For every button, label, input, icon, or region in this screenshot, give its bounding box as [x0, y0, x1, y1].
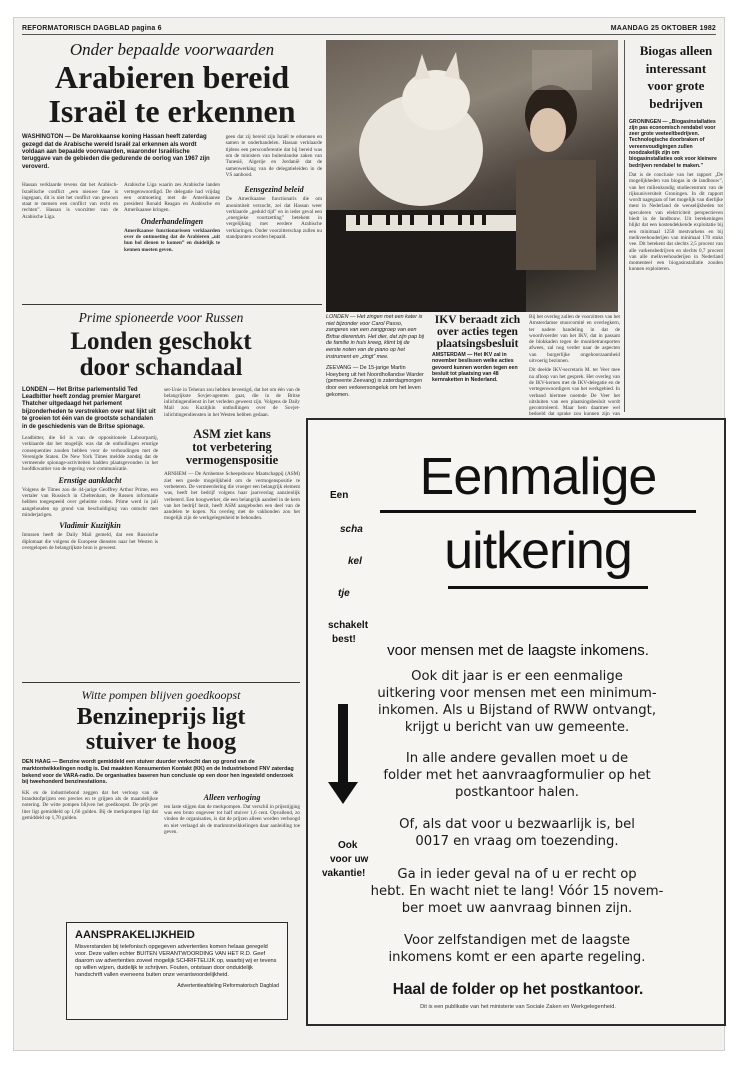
kicker: Prime spioneerde voor Russen [78, 310, 244, 325]
advert-title-line-2: uitkering [444, 522, 632, 580]
asm-body: ARNHEM — De Arnhemse Scheepsbouw Maatschappij (ASM) ziet een goede mogelijkheid om de vermogenspositie te verbeteren. De vermeerdering die vroeger een belangrijk element was, heeft het bedrijf volgens haar jaarverslag aanzienlijk verbeterd. Een hoogwerker, die een belangrijk aandeel in de kern van het bedrijf bezit, heeft ASM aangeboden een deel van de aandelen te kopen. Na overleg met de vakbonden zou het mogelijk zijn de werkgelegenheid te behouden. [164, 471, 300, 522]
advert-line: krijgt u bericht van uw gemeente. [404, 720, 630, 735]
headline-line-1: Londen geschokt [70, 328, 252, 355]
article-body: Amerikaanse functionarissen verklaarden over de ontmoeting dat de Arabieren „uit hun bol dienen te komen” en duidelijk te kennen moeten geven. [124, 227, 220, 253]
article-body: De Amerikaanse functionaris die om anonimiteit verzocht, zei dat Hassan weer verklaarde „geduld tijd” en in ieder geval een „energieke voortzetting” betekent in vergelijking met eerdere Arabische verklaringen. Onder voorzitterschap zullen nu standpunten worden bepaald. [226, 196, 322, 241]
advert-line: Voor zelfstandigen met de laagste [404, 933, 630, 948]
notice-title: AANSPRAKELIJKHEID [75, 929, 195, 941]
side-text-voor-uw: voor uw [330, 854, 369, 865]
notice-aansprakelijkheid [66, 922, 288, 1020]
headline-line-2: Israël te erkennen [48, 92, 296, 129]
article-lead: GRONINGEN — „Biogasinstallaties zijn pas economisch rendabel voor zeer grote veeteeltbedrijven. Technologische doorbraken of vereenvoudigingen zullen noodzakelijk zijn om biogasinstallaties ook voor kleinere bedrijven rendabel te maken.” [629, 118, 717, 169]
advert-title [358, 450, 718, 578]
side-text-een: Een [330, 490, 349, 501]
headline-line-2: door schandaal [79, 354, 243, 382]
headline-line-2: over acties tegen [437, 326, 518, 339]
photo-captions [326, 314, 426, 414]
headline-line-1: Biogas alleen [639, 43, 713, 58]
headline-line-2: stuiver te hoog [85, 729, 237, 756]
article-body: Intussen heeft de Daily Mail gemeld, dat een Russische diplomaat die volgens de Europese diensten naar het Westen is overgelopen de belangrijkste bron is geweest. [22, 532, 158, 551]
article-body: Arabische Liga waarin zes Arabische landen vertegenwoordigd. De delegatie had vrijdag een ontmoeting met de Amerikaanse president Ronald Reagan en Arabische en Amerikaanse kringen. [124, 182, 220, 214]
kicker: Onder bepaalde voorwaarden [69, 40, 275, 59]
article-body: Volgens de Times zou de 44-jarige Geoffrey Arthur Prime, een vertaler van Russisch in Cheltenham, de Russen informatie hebben toegespeeld over geheime codes. Prime werd in juli aangehouden op grond van beschuldiging van ontucht met minderjarigen. [22, 486, 158, 518]
notice-footer: Advertentieafdeling Reformatorisch Dagblad [177, 983, 279, 989]
photo-caption: LONDEN — Het zingen met een kater is niet bijzonder voor Carol Passo, zangeres van een zanggroep van een Britse dierentuin. Het dier, dat zijn pap bij de familie in huis kreeg, klimt bij de eerste noten van de piano op het instrument en „zingt” mee. [326, 314, 424, 360]
side-text-kel: kel [348, 556, 362, 567]
advertisement-eenmalige-uitkering [306, 418, 726, 1026]
article-lead: WASHINGTON — De Marokkaanse koning Hassan heeft zaterdag gezegd dat de Arabische wereld Israël zal erkennen als wordt voldaan aan bepaalde voorwaarden, waaronder Israëlische teruggave van de gebieden die gedurende de oorlog van 1967 zijn veroverd. [22, 134, 210, 170]
advert-line: Ook dit jaar is er een eenmalige [411, 669, 623, 684]
subheading: Alleen verhoging [203, 792, 261, 802]
advert-line: inkomens komt er een aparte regeling. [388, 950, 646, 965]
side-text-tje: tje [338, 588, 350, 599]
article-body: Dit deelde IKV-secretaris M. ter Veer mee na afloop van het gesprek. Het overleg van de IKV-kernen met de IKV-delegatie en de vertegenwoordigers van het werkgebied. In verband hiermee noemde De Veer het uitsluiten van een plaatsingsbesluit wordt gecontroleerd. Maar hem daarmee wel bedoeld dat sprake zou kunnen zijn van [529, 367, 620, 418]
advert-line: Of, als dat voor u bezwaarlijk is, bel [399, 817, 635, 832]
masthead-left: REFORMATORISCH DAGBLAD pagina 6 [22, 24, 162, 32]
advert-credit: Dit is een publikatie van het ministerie van Sociale Zaken en Werkgelegenheid. [420, 1004, 616, 1010]
side-text-vakantie: vakantie! [322, 868, 366, 879]
article-body: set-Unie in Teheran zou hebben bevestigd, dat het om één van de belangrijkste Sovjet-agenten gaat, die in de Britse inlichtingendienst in het verleden geweest zijn. Volgens de Daily Mail zou Kuzitjkin onthullingen over de Sovjet-inlichtingendiensten in het Westen hebben gedaan. [164, 386, 300, 418]
subheading: Ernstige aanklacht [58, 475, 122, 485]
advert-line: uitkering voor mensen met een minimum- [377, 686, 657, 701]
article-body: Dat is de conclusie van het rapport „De mogelijkheden van biogas in de landbouw”, van het milieukundig studiecentrum van de rijksuniversiteit Groningen. In dit rapport wordt nagegaan of het mogelijk van dierlijke mest in Nederland de wenselijkheden tot speculeren van elektriciteit perspectieven biedt in de landbouw. Uit berekeningen blijkt dat een kostendekkende exploitatie bij een minimaal 1250 mestvarkens en bij melkveehouderijen van minimaal 170 stuks vee. Dit betekent dat slechts 2,5 procent van alle varkensbedrijven en slechts 0,7 procent van alle melkveehouderijen in Nederland momenteel een biogasinstallatie zouden kunnen exploiteren. [629, 171, 723, 273]
article-biogas [624, 40, 723, 412]
advert-line: folder met het aanvraagformulier op het [383, 768, 651, 783]
advert-paragraph-3 [334, 816, 700, 850]
side-text-scha: scha [340, 524, 363, 535]
subheading: Eensgezind beleid [244, 185, 304, 195]
advert-line: 0017 en vraag om toezending. [415, 834, 619, 849]
advert-title-line-1: Eenmalige [419, 448, 657, 506]
headline-line-4: bedrijven [649, 95, 703, 111]
article-benzine [22, 686, 300, 918]
advert-paragraph-5 [334, 932, 700, 966]
advert-tagline: voor mensen met de laagste inkomens. [387, 642, 649, 659]
advert-line: ber moet uw aanvraag binnen zijn. [401, 901, 633, 916]
title-underline-1 [380, 510, 696, 513]
side-text-ook: Ook [338, 840, 358, 851]
advert-line: inkomen. Als u Bijstand of RWW ontvangt, [377, 703, 657, 718]
column-rule [22, 682, 300, 683]
article-lead: DEN HAAG — Benzine wordt gemiddeld een stuiver duurder verkocht dan op grond van de marktontwikkelingen nodig is. Dat maakten Konsumenten Kontakt (KK) en de Industriebond FNV zaterdag bekend voor de VARA-radio. De organisaties baseren hun conclusie op een door hen ingesteld onderzoek bij tweehonderd benzinestations. [22, 759, 294, 786]
advert-line: In alle andere gevallen moet u de [405, 751, 629, 766]
article-lead: AMSTERDAM — Het IKV zal in november beslissen welke acties gevoerd kunnen worden tegen een besluit tot plaatsing van 48 kernraketten in Nederland. [432, 352, 518, 384]
photo-cat-piano [326, 40, 618, 312]
article-body: Leadbitter, die lid is van de oppositionele Labourpartij, verklaarde dat het mogelijk was dat de onthullingen ernstige consequenties zouden hebben voor de verhoudingen met de Verenigde Staten. De New York Times meldde zondag dat de vermeende spionage-activiteiten hadden plaatsgevonden in het hoofdkwartier van de regering voor communicatie. [22, 434, 158, 473]
kicker: Witte pompen blijven goedkoopst [81, 688, 241, 702]
article-lead: LONDEN — Het Britse parlementslid Ted Leadbitter heeft zondag premier Margaret Thatcher uitgedaagd het parlement bijzonderheden te verstrekken over wat lijkt uit te groeien tot één van de grootste schandalen in de geschiedenis van de Britse spionage. [22, 386, 156, 430]
asm-headline-2: tot verbetering [192, 440, 272, 455]
asm-headline-1: ASM ziet kans [193, 426, 271, 441]
side-text-schakelt: schakelt [328, 620, 369, 631]
article-body: ten laste stijgen dan de merkpompen. Dat verschil in prijsstijging was een bruto ongeveer tot half stuiver 1,6 cent. Opvallend, zo vinden de organisaties, is dat de prijzen alleen worden verhoogd en niet verlaagd als de marktontwikkelingen daar aanleiding toe geven. [164, 803, 300, 835]
photo-illustration [326, 40, 618, 312]
article-body: geen dat zij bereid zijn Israël te erkennen en samen te onderhandelen. Hassan verklaarde tijdens een persconferentie dat hij bereid was om de ministers van buitenlandse zaken van Tunesië, Algerije en Jordanië dat de samenwerking van de delegatieleiden in de VS aanbood. [225, 134, 322, 178]
advert-line: Ga in ieder geval na of u er recht op [397, 867, 637, 882]
article-body: Hassan verklaarde tevens dat het Arabisch-Israëlische conflict „een nieuwe fase is ingegaan, dit is niet het conflict van gewoon staat te mensen een conflict van recht en rechten”. Hassan is voorzitter van de Arabische Liga. [22, 182, 118, 220]
headline-line-2: interessant [645, 60, 707, 76]
subheading: Onderhandelingen [140, 216, 204, 226]
column-rule [22, 304, 322, 305]
masthead-date: MAANDAG 25 OKTOBER 1982 [610, 24, 716, 32]
side-text-best: best! [332, 634, 356, 645]
title-underline-2 [448, 586, 648, 589]
advert-line: hebt. En wacht niet te lang! Vóór 15 novem- [370, 884, 664, 899]
advert-call-to-action: Haal de folder op het postkantoor. [392, 981, 644, 998]
asm-headline-3: vermogenspositie [185, 453, 279, 468]
article-arabieren [22, 40, 322, 302]
newspaper-page [14, 18, 724, 1050]
headline-line-1: IKV beraadt zich [434, 314, 521, 326]
article-ikv [432, 314, 620, 418]
notice-body: Misverstanden bij telefonisch opgegeven advertenties komen helaas geregeld voor. Deze vallen echter BUITEN VERANTWOORDING VAN HET R.D. Geef daarom uw advertenties zoveel mogelijk SCHRIFTELIJK op, waarbij wij er tevens op willen wijzen, duidelijk te schrijven. Fouten, ontstaan door onduidelijk handschrift vallen eveneens buiten onze verantwoordelijkheid. [75, 944, 277, 978]
headline-line-3: plaatsingsbesluit [436, 338, 519, 351]
headline-line-1: Benzineprijs ligt [76, 704, 246, 730]
photo-caption-2: ZEEVANG — De 15-jarige Martin Hoeyberg uit het Noordhollandse Warder (gemeente Zeevang) is zaterdagmorgen door een verkeersongeluk om het leven gekomen. [326, 365, 424, 398]
masthead [22, 22, 716, 35]
advert-paragraph-4 [334, 866, 700, 917]
headline-line-1: Arabieren bereid [54, 59, 290, 95]
subheading: Vladimir Kuzitjkin [59, 521, 121, 531]
article-body: KK en de industriebond zeggen dat het verloop van de brandstofprijzen een precies en te grijpen als de maandelijkse notering. De witte pompen blijven het goedkoopst. De prijs per liter ligt gemiddeld op 1,66 gulden. Bij de merkpompen ligt dat gemiddeld op 1,70 gulden. [22, 789, 158, 821]
advert-paragraph-1 [334, 668, 700, 736]
headline-line-3: voor grote [647, 78, 705, 94]
advert-paragraph-2 [334, 750, 700, 801]
advert-line: postkantoor halen. [454, 785, 579, 800]
article-londen [22, 308, 300, 678]
article-body: Bij het overleg zullen de voorzitters van het Amsterdamse stuurcomité en overlegkern, ter nadere handeling in dat de woordvoerder van het IKV, dat in passant de blokkaden tegen de munitietransporten afwees, zal nog verder naar de aspecten van burgerlijke ongehoorzaamheid uitvoerig bezinnen. [529, 314, 620, 365]
